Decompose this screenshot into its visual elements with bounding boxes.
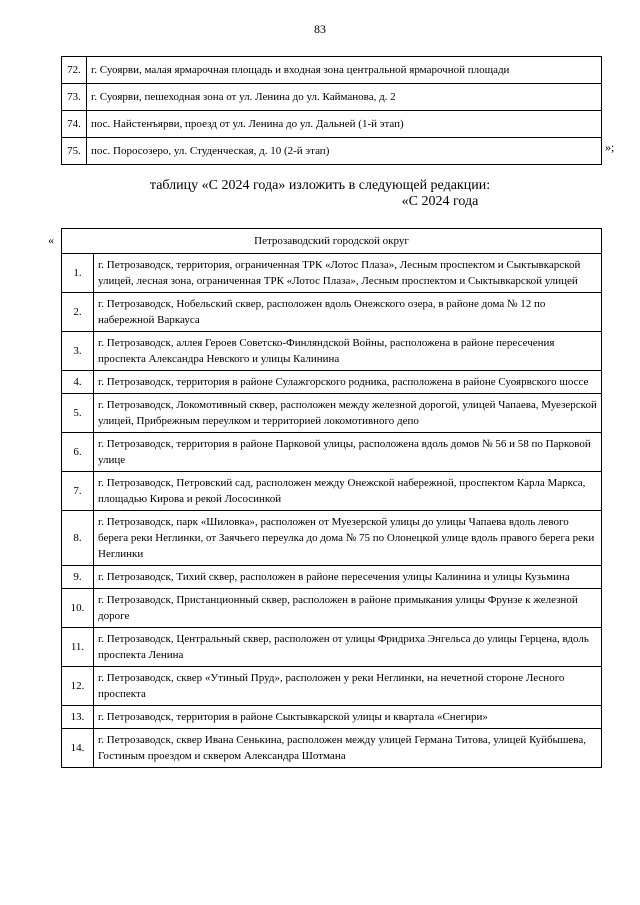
table-row — [62, 394, 602, 433]
row-text: г. Петрозаводск, парк «Шиловка», расположен от Муезерской улицы до улицы Чапаева вдоль левого берега реки Неглинки, от Заячьего переулка до дома № 75 по Олонецкой улице вдоль правого берега реки Неглинки — [94, 511, 602, 566]
opening-quote-mark: « — [48, 233, 54, 247]
table-parks-2024 — [61, 228, 602, 768]
row-text: г. Петрозаводск, территория в районе Парковой улицы, расположена вдоль домов № 56 и 58 по Парковой улице — [94, 433, 602, 472]
row-text: г. Петрозаводск, сквер «Утиный Пруд», расположен у реки Неглинки, на нечетной стороне Лесного проспекта — [94, 667, 602, 706]
row-text: г. Петрозаводск, Локомотивный сквер, расположен между железной дорогой, улицей Чапаева, Муезерской улицей, Прибрежным переулком и территорией локомотивного депо — [94, 394, 602, 433]
row-text: г. Петрозаводск, территория в районе Сыктывкарской улицы и квартала «Снегири» — [94, 706, 602, 729]
table-row — [62, 566, 602, 589]
row-number: 73. — [62, 84, 87, 111]
table-row — [62, 729, 602, 768]
row-number: 1. — [62, 254, 94, 293]
row-number: 8. — [62, 511, 94, 566]
table-header-row — [62, 229, 602, 254]
table-header-municipality: Петрозаводский городской округ — [62, 229, 602, 254]
table-row — [62, 254, 602, 293]
table-row — [62, 433, 602, 472]
row-text: г. Петрозаводск, Центральный сквер, расположен от улицы Фридриха Энгельса до улицы Герцена, вдоль проспекта Ленина — [94, 628, 602, 667]
table-row — [62, 138, 602, 165]
row-number: 11. — [62, 628, 94, 667]
new-table-title: «С 2024 года — [401, 194, 479, 209]
row-text: г. Петрозаводск, Тихий сквер, расположен в районе пересечения улицы Калинина и улицы Кузьмина — [94, 566, 602, 589]
row-text: г. Петрозаводск, территория в районе Сулажгорского родника, расположена в районе Суоярвского шоссе — [94, 371, 602, 394]
row-number: 4. — [62, 371, 94, 394]
row-number: 14. — [62, 729, 94, 768]
table-row — [62, 57, 602, 84]
row-number: 10. — [62, 589, 94, 628]
table-row — [62, 332, 602, 371]
table-row — [62, 511, 602, 566]
table-previous-section — [61, 56, 602, 165]
table-row — [62, 706, 602, 729]
table-row — [62, 472, 602, 511]
row-text: г. Петрозаводск, территория, ограниченная ТРК «Лотос Плаза», Лесным проспектом и Сыктывкарской улицей, лесная зона, ограниченная ТРК «Лотос Плаза», Лесным проспектом и Сыктывкарской улицей — [94, 254, 602, 293]
row-number: 74. — [62, 111, 87, 138]
row-number: 9. — [62, 566, 94, 589]
row-text: г. Петрозаводск, Пристанционный сквер, расположен в районе примыкания улицы Фрунзе к железной дороге — [94, 589, 602, 628]
row-number: 72. — [62, 57, 87, 84]
row-text: г. Петрозаводск, Петровский сад, расположен между Онежской набережной, проспектом Карла Маркса, площадью Кирова и рекой Лососинкой — [94, 472, 602, 511]
table-row — [62, 371, 602, 394]
table-row — [62, 667, 602, 706]
row-text: г. Петрозаводск, аллея Героев Советско-Финляндской Войны, расположена в районе пересечения проспекта Александра Невского и улицы Калинина — [94, 332, 602, 371]
row-text: г. Суоярви, малая ярмарочная площадь и входная зона центральной ярмарочной площади — [87, 57, 602, 84]
instruction-text: таблицу «С 2024 года» изложить в следующей редакции: — [149, 178, 491, 193]
row-text: г. Петрозаводск, сквер Ивана Сенькина, расположен между улицей Германа Титова, улицей Куйбышева, Гостиным проездом и сквером Александра Шотмана — [94, 729, 602, 768]
row-number: 5. — [62, 394, 94, 433]
closing-quote-mark: »; — [605, 140, 615, 154]
table-row — [62, 589, 602, 628]
row-text: пос. Поросозеро, ул. Студенческая, д. 10 (2-й этап) — [87, 138, 602, 165]
row-number: 12. — [62, 667, 94, 706]
table-row — [62, 293, 602, 332]
row-number: 13. — [62, 706, 94, 729]
page-number: 83 — [314, 22, 326, 36]
row-number: 3. — [62, 332, 94, 371]
row-number: 6. — [62, 433, 94, 472]
table-row — [62, 628, 602, 667]
table-row — [62, 84, 602, 111]
row-text: г. Петрозаводск, Нобельский сквер, расположен вдоль Онежского озера, в районе дома № 12 по набережной Варкауса — [94, 293, 602, 332]
row-number: 2. — [62, 293, 94, 332]
row-number: 75. — [62, 138, 87, 165]
row-text: г. Суоярви, пешеходная зона от ул. Ленина до ул. Кайманова, д. 2 — [87, 84, 602, 111]
table-body — [62, 254, 602, 768]
table-row — [62, 111, 602, 138]
row-number: 7. — [62, 472, 94, 511]
row-text: пос. Найстенъярви, проезд от ул. Ленина до ул. Дальней (1-й этап) — [87, 111, 602, 138]
